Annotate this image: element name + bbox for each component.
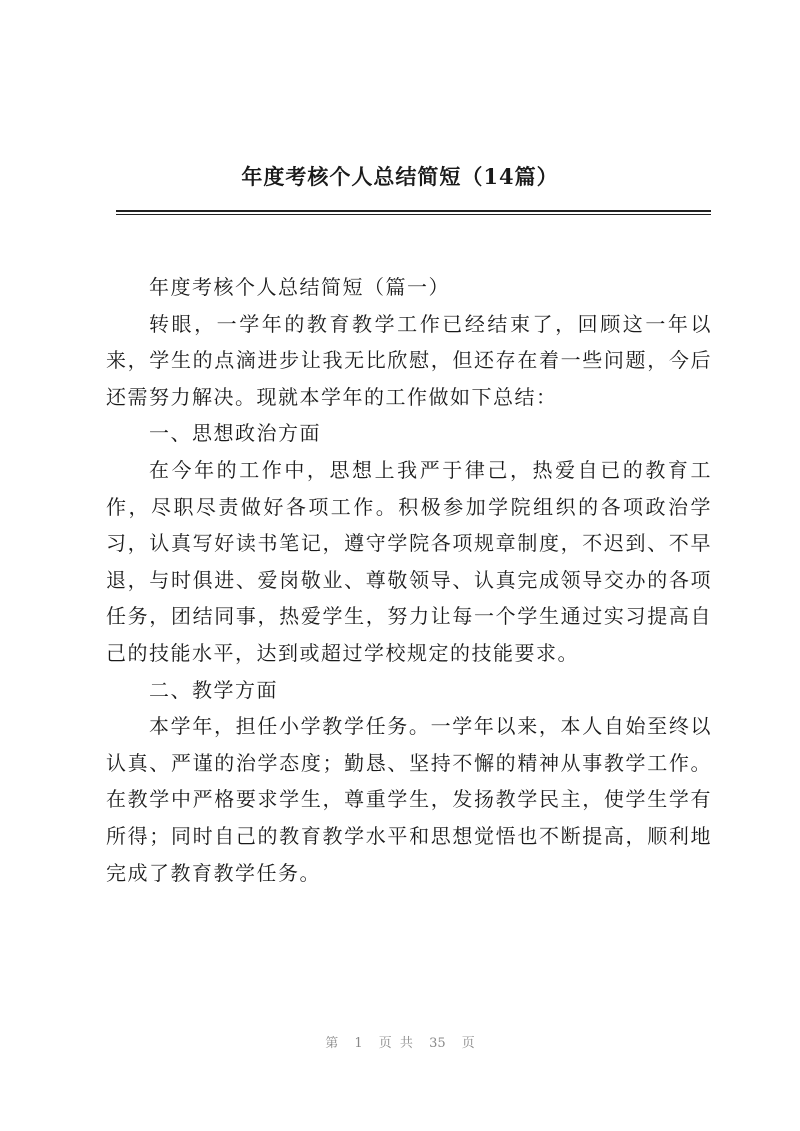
ideology-paragraph: 在今年的工作中，思想上我严于律己，热爱自已的教育工作，尽职尽责做好各项工作。积极参加学院组织的各项政治学习，认真写好读书笔记，遵守学院各项规章制度，不迟到、不早退，与时俱进、爱岗敬业、尊敬领导、认真完成领导交办的各项任务，团结同事，热爱学生，努力让每一个学生通过实习提高自己的技能水平，达到或超过学校规定的技能要求。 [106,457,712,665]
section-heading-ideology: 一、思想政治方面 [149,421,321,446]
intro-paragraph: 转眼，一学年的教育教学工作已经结束了，回顾这一年以来，学生的点滴进步让我无比欣慰，但还存在着一些问题，今后还需努力解决。现就本学年的工作做如下总结： [106,311,712,409]
section-heading-part-one: 年度考核个人总结简短（篇一） [149,275,450,299]
page-label-suffix: 页 [461,1036,475,1051]
document-body [106,269,712,891]
teaching-paragraph: 本学年，担任小学教学任务。一学年以来，本人自始至终以认真、严谨的治学态度；勤恳、坚持不懈的精神从事教学工作。在教学中严格要求学生，尊重学生，发扬教学民主，使学生学有所得；同时自己的教育教学水平和思想觉悟也不断提高，顺利地完成了教育教学任务。 [106,714,712,885]
total-pages-number: 35 [429,1036,446,1051]
page-label-prefix: 第 [325,1036,339,1051]
current-page-number: 1 [354,1036,363,1051]
page-label-mid: 页 共 [378,1036,413,1051]
document-title: 年度考核个人总结简短（14篇） [241,164,559,189]
section-heading-teaching: 二、教学方面 [149,677,278,702]
title-divider [116,210,711,212]
page-footer [0,1032,800,1051]
